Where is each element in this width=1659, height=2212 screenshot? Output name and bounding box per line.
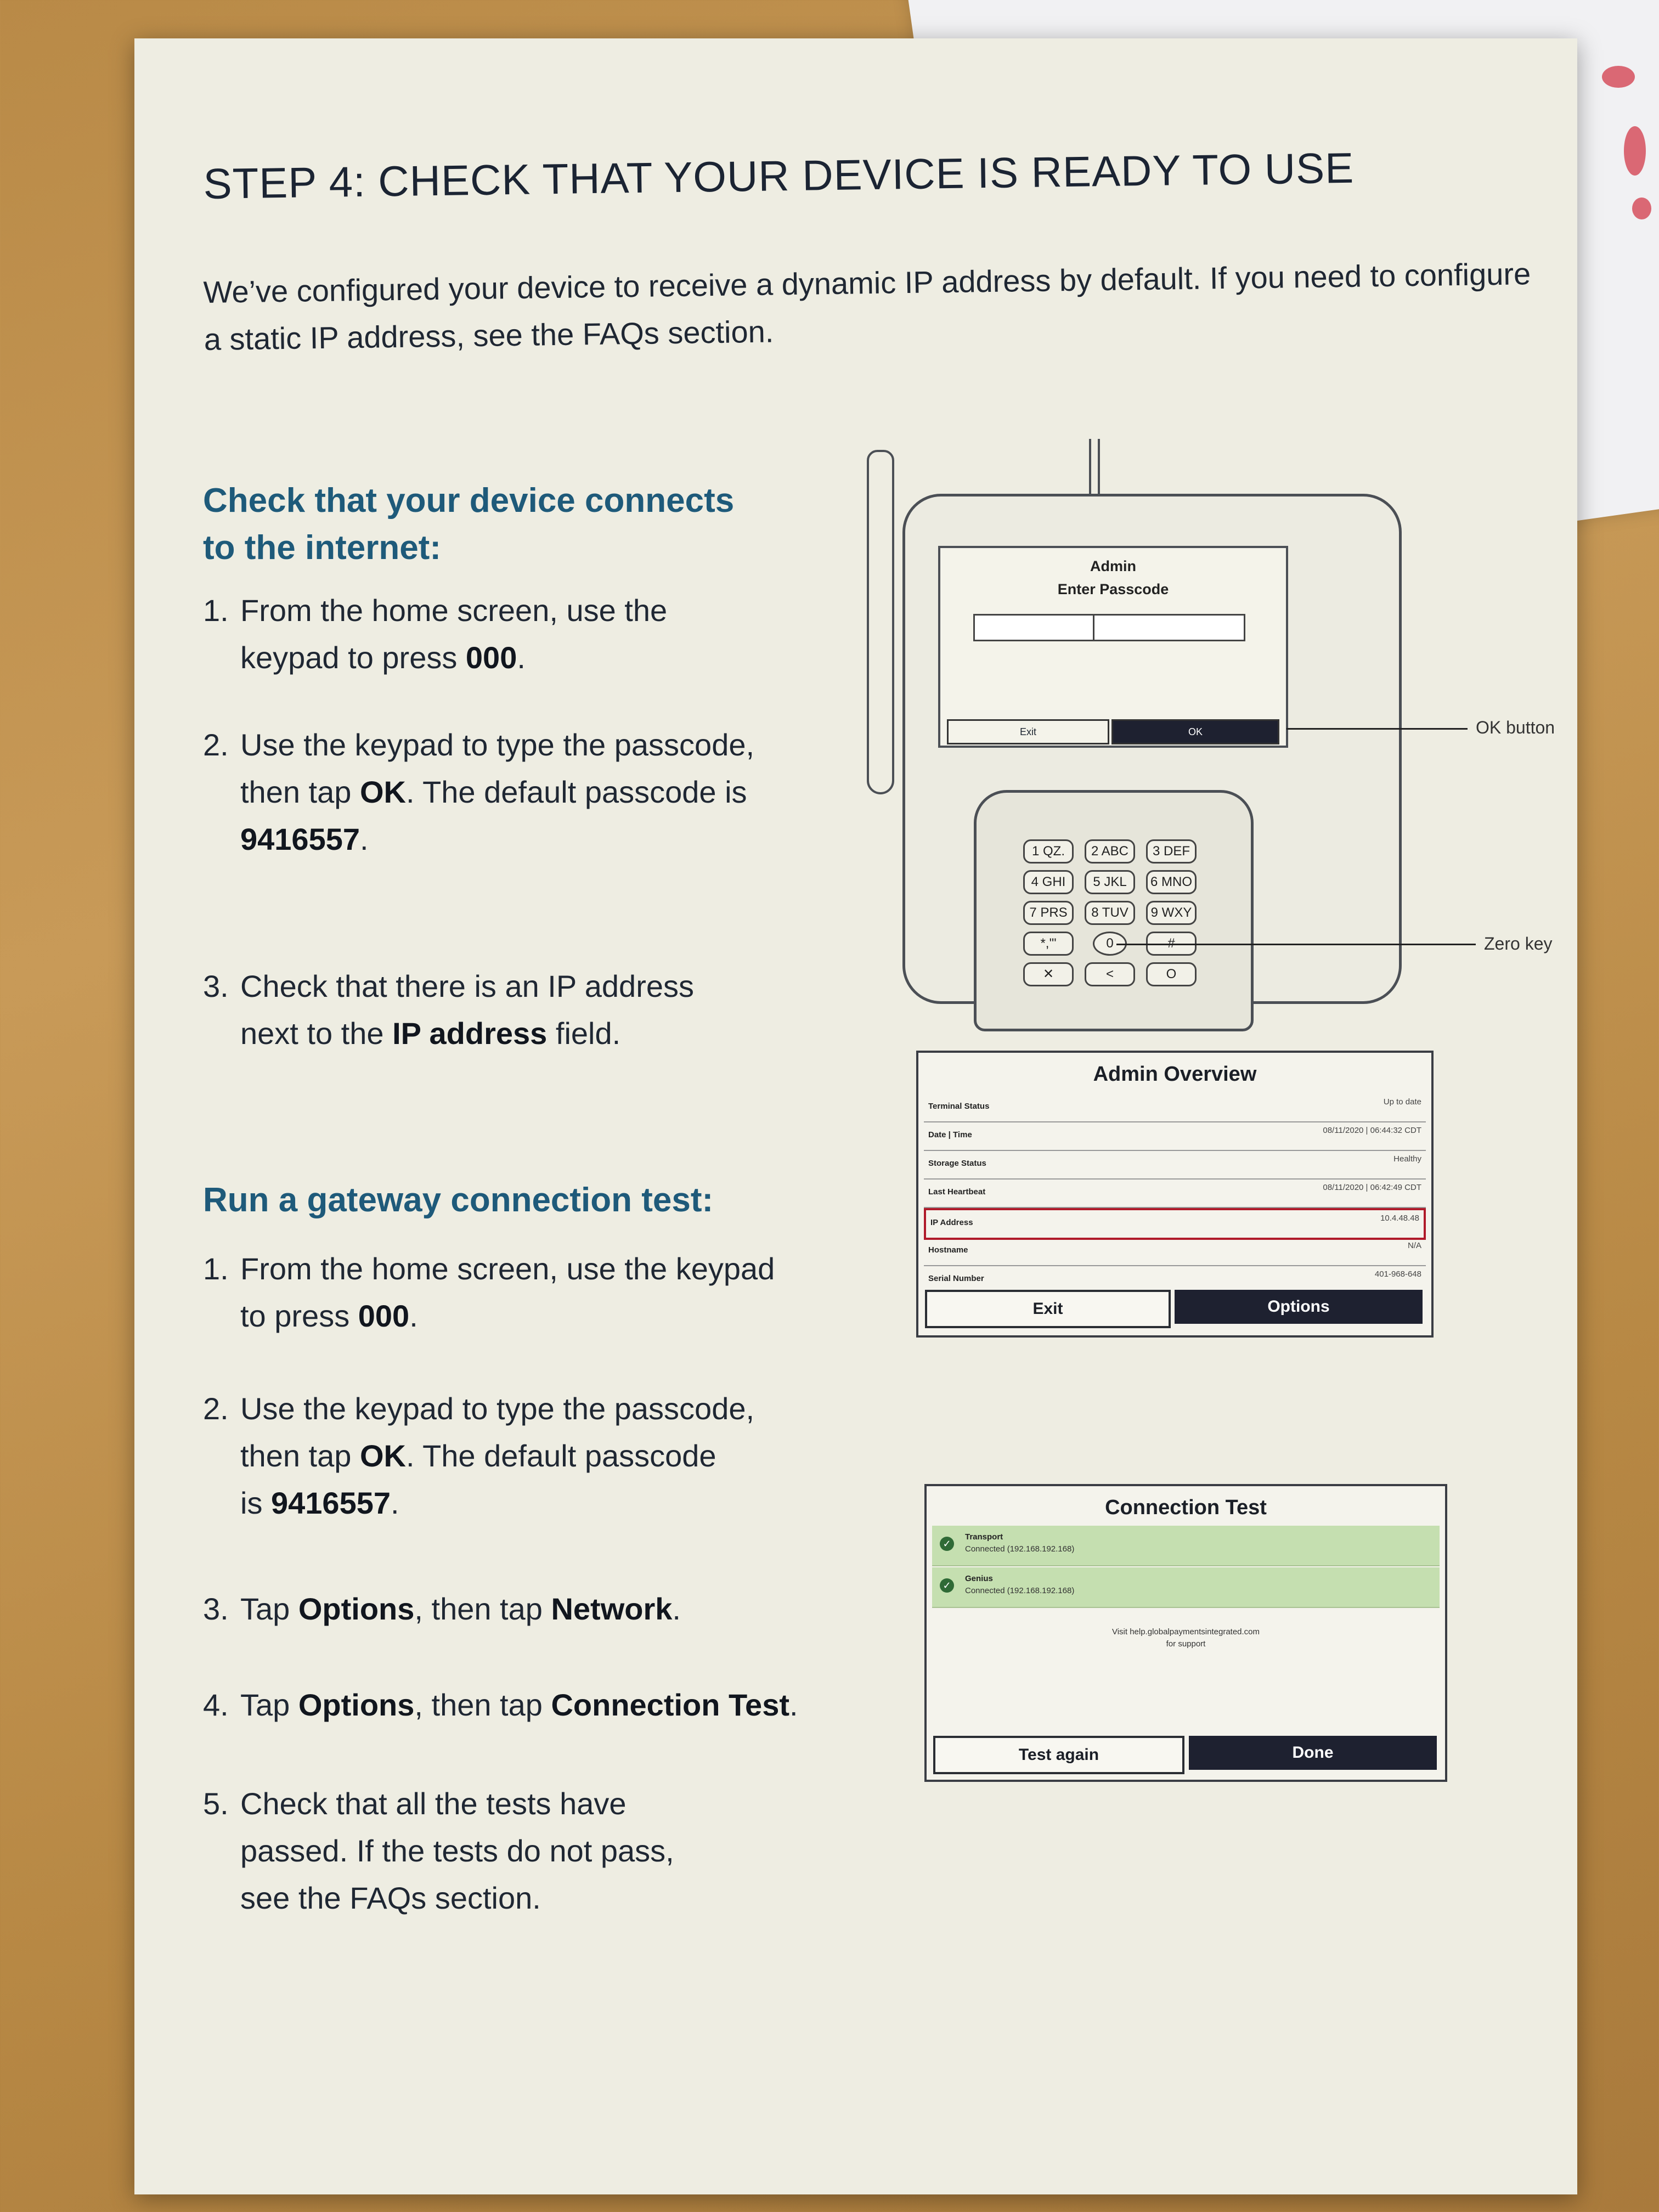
row-value: 08/11/2020 | 06:42:49 CDT [1323,1183,1421,1192]
step-text: . [409,1299,418,1333]
step-text: , then tap [414,1592,551,1626]
row-value: Healthy [1393,1154,1421,1164]
screen-subtitle: Enter Passcode [1057,581,1169,597]
key-7[interactable]: 7 PRS [1023,901,1074,925]
overview-options-button[interactable]: Options [1175,1290,1423,1324]
key-9[interactable]: 9 WXY [1146,901,1197,925]
step-bold: 9416557 [240,822,360,856]
step-number: 3. [203,1592,229,1626]
step-text: . [672,1592,681,1626]
step-number: 3. [203,969,229,1003]
step-text: Use the keypad to type the passcode, [240,1391,755,1426]
step-bold: 9416557 [271,1486,391,1520]
overview-row-ip-address [924,1208,1426,1240]
key-4[interactable]: 4 GHI [1023,870,1074,894]
red-stain [1624,126,1646,176]
step-text: field. [547,1016,621,1051]
zero-callout-line [1116,944,1476,945]
step-bold: Options [298,1688,415,1722]
key-1[interactable]: 1 QZ. [1023,839,1074,864]
step-text: Check that all the tests have [240,1786,627,1821]
row-value: 10.4.48.48 [1380,1214,1419,1223]
section1-step2 [203,721,754,863]
overview-row-last-heartbeat [924,1180,1426,1208]
terminal-cable [1089,439,1100,499]
terminal-illustration [809,411,1610,1042]
admin-overview-title: Admin Overview [1093,1063,1257,1086]
section1-heading-line1: Check that your device connects [203,482,735,520]
section2-step5 [203,1780,674,1922]
step-number: 1. [203,593,229,628]
key-back[interactable]: < [1085,962,1135,986]
section2-step1 [203,1245,775,1340]
page-title: STEP 4: CHECK THAT YOUR DEVICE IS READY TO USE [203,143,1355,208]
step-text: . [360,822,369,856]
section1-step3 [203,963,694,1057]
step-number: 2. [203,727,229,762]
section1-heading [203,477,734,572]
step-text: . The default passcode [405,1438,716,1473]
step-bold: Network [551,1592,673,1626]
key-5[interactable]: 5 JKL [1085,870,1135,894]
ok-button-callout: OK button [1476,718,1555,737]
key-cancel[interactable]: ✕ [1023,962,1074,986]
instruction-sheet [134,38,1577,2194]
row-value: 08/11/2020 | 06:44:32 CDT [1323,1126,1421,1135]
step-text: then tap [240,1438,360,1473]
step-text: Check that there is an IP address [240,969,694,1003]
overview-row-storage-status [924,1151,1426,1180]
step-text: next to the [240,1016,393,1051]
step-text: Use the keypad to type the passcode, [240,727,755,762]
stylus [867,450,894,794]
test-again-button[interactable]: Test again [933,1736,1184,1774]
admin-overview-panel [916,1051,1434,1338]
row-label: Last Heartbeat [928,1187,986,1197]
intro-paragraph: We’ve configured your device to receive a dynamic IP address by default. If you need to configure a static IP address, see the FAQs section. [203,256,1531,357]
overview-exit-button[interactable]: Exit [925,1290,1171,1328]
row-label: Storage Status [928,1159,986,1168]
step-text: . [391,1486,399,1520]
row-label: IP Address [930,1218,973,1227]
step-text: From the home screen, use the keypad [240,1251,775,1286]
test-status: Connected (192.168.192.168) [965,1586,1075,1595]
done-button[interactable]: Done [1189,1736,1437,1770]
terminal-screen [938,546,1288,748]
red-stain [1632,198,1651,219]
support-text: for support [1166,1639,1206,1649]
row-value: N/A [1407,1241,1421,1250]
test-name: Transport [965,1532,1003,1542]
connection-test-title: Connection Test [1105,1496,1267,1519]
step-bold: 000 [358,1299,410,1333]
red-stain [1602,66,1635,88]
section1-heading-line2: to the internet: [203,529,441,567]
step-text: is [240,1486,271,1520]
row-value: 401-968-648 [1374,1269,1421,1279]
test-row-genius [932,1567,1440,1608]
screen-title: Admin [1090,558,1136,574]
step-bold: 000 [465,640,517,675]
passcode-field[interactable] [973,614,1245,641]
step-bold: Options [298,1592,415,1626]
test-name: Genius [965,1574,993,1583]
step-number: 2. [203,1391,229,1426]
step-text: . The default passcode is [405,775,747,809]
step-text: From the home screen, use the [240,593,668,628]
key-8[interactable]: 8 TUV [1085,901,1135,925]
step-bold: OK [359,1438,406,1473]
section2-heading: Run a gateway connection test: [203,1181,714,1219]
step-number: 1. [203,1251,229,1286]
step-text: , then tap [414,1688,551,1722]
section2-step4 [203,1681,798,1729]
section2-step2 [203,1385,754,1527]
step-text: . [789,1688,798,1722]
step-bold: IP address [392,1016,548,1051]
key-6[interactable]: 6 MNO [1146,870,1197,894]
ok-callout-line [1286,728,1468,730]
screen-exit-button[interactable]: Exit [947,719,1109,744]
step-text: Tap [240,1688,298,1722]
key-2[interactable]: 2 ABC [1085,839,1135,864]
step-text: to press [240,1299,358,1333]
row-label: Hostname [928,1245,968,1255]
overview-row-date-time [924,1122,1426,1151]
overview-row-terminal-status [924,1094,1426,1122]
step-number: 4. [203,1688,229,1722]
step-text: then tap [240,775,360,809]
row-label: Date | Time [928,1130,972,1139]
row-label: Serial Number [928,1274,984,1283]
support-link[interactable]: Visit help.globalpaymentsintegrated.com [1111,1627,1260,1637]
key-star[interactable]: *,'" [1023,932,1074,956]
screen-ok-button[interactable]: OK [1111,719,1279,744]
test-row-transport [932,1526,1440,1566]
step-text: Tap [240,1592,298,1626]
test-status: Connected (192.168.192.168) [965,1544,1075,1554]
step-text: . [517,640,526,675]
row-value: Up to date [1383,1097,1421,1107]
key-0[interactable]: 0 [1093,932,1127,956]
step-bold: Connection Test [551,1688,789,1722]
step-text: passed. If the tests do not pass, [240,1833,674,1868]
key-enter[interactable]: O [1146,962,1197,986]
step-text: see the FAQs section. [240,1881,541,1915]
check-icon: ✓ [940,1537,954,1551]
check-icon: ✓ [940,1578,954,1593]
key-3[interactable]: 3 DEF [1146,839,1197,864]
step-bold: OK [359,775,406,809]
step-text: keypad to press [240,640,466,675]
step-number: 5. [203,1786,229,1821]
section1-step1 [203,587,667,681]
overview-row-hostname [924,1238,1426,1266]
zero-key-callout: Zero key [1484,934,1553,953]
section2-step3 [203,1585,681,1633]
connection-test-panel [924,1484,1447,1782]
row-label: Terminal Status [928,1102,990,1111]
